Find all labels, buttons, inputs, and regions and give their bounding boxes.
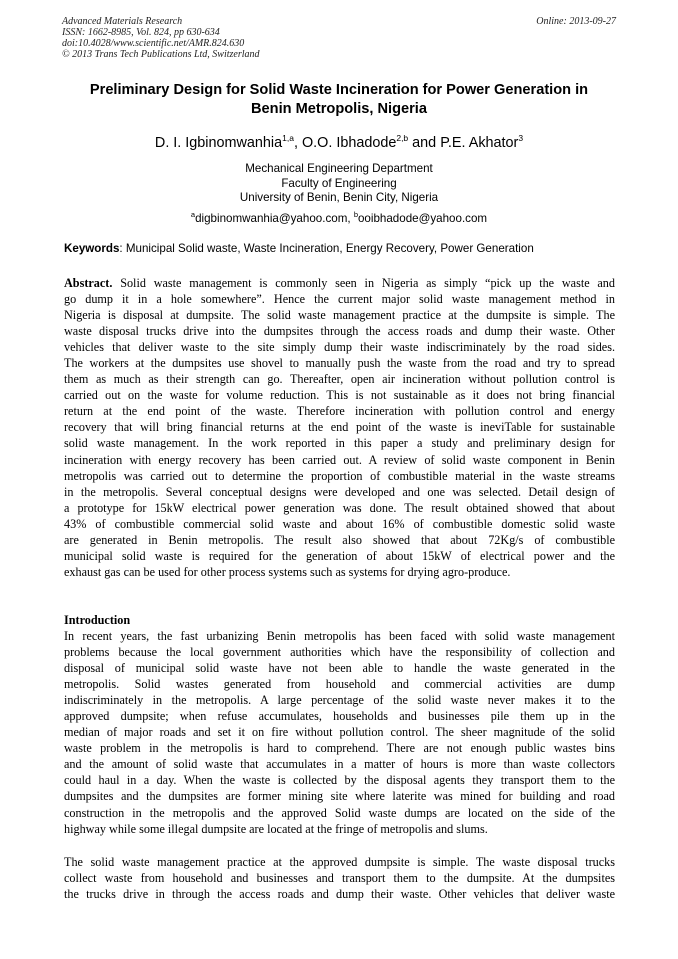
author-name: D. I. Igbinomwanhia (154, 135, 283, 151)
line-text: carried out on the waste for volume reduction. This is not sustainable as it does not bring financial (64, 388, 615, 403)
line-text: problems because the local government authorities which have the responsibility of collection and (64, 645, 615, 660)
text-line (64, 772, 615, 788)
author-separator: and (408, 135, 441, 151)
line-text: go dump it in a hole somewhere”. Hence the current major solid waste management method in (64, 292, 615, 307)
introduction-paragraph (64, 628, 615, 837)
text-line (64, 660, 615, 676)
text-line (64, 870, 615, 886)
title-line: Preliminary Design for Solid Waste Incineration for Power Generation in (89, 82, 589, 98)
keywords-label: Keywords (64, 242, 120, 255)
line-text: incineration with energy recovery has been carried out. A review of solid waste component in Benin (64, 452, 615, 467)
text-line (64, 500, 615, 516)
line-text: metropolis. Solid wastes generated from household and commercial activities are dump (64, 677, 615, 692)
journal-name: Advanced Materials Research (62, 16, 183, 27)
text-line (64, 821, 615, 837)
paper-title (40, 81, 638, 119)
line-text: the trucks drive in through the access roads and dump their waste. Other vehicles that deliver waste (64, 887, 615, 902)
abstract (64, 275, 615, 580)
text-line (64, 403, 615, 419)
copyright-line: © 2013 Trans Tech Publications Ltd, Switzerland (62, 49, 260, 60)
text-line (64, 628, 615, 644)
text-line (64, 724, 615, 740)
line-text: exhaust gas can be used for other process systems such as systems for drying agro-produce. (64, 564, 511, 579)
line-text: in the metropolis. Several conceptual designs were developed and one was selected. Detail design of (64, 484, 615, 499)
line-text: construction in the metropolis and the approved Solid waste dumps are located on the side of the (64, 805, 615, 820)
text-line (64, 740, 615, 756)
affiliation-faculty: Faculty of Engineering (281, 176, 397, 190)
text-line (64, 355, 615, 371)
email-line (40, 212, 638, 226)
line-text: are generated in Benin metropolis. The result also showed that about 72Kg/s of combustible (64, 532, 615, 547)
introduction-heading: Introduction (64, 613, 131, 627)
text-line (64, 275, 615, 291)
email-mark: a (190, 210, 196, 219)
author-affiliation-mark: 3 (518, 133, 524, 143)
author-list (40, 134, 638, 152)
line-text: indiscriminately in the metropolis. A large percentage of the solid waste never makes it to the (64, 693, 615, 708)
text-line (64, 435, 615, 451)
line-text: them as much as their strength can go. Thereafter, open air incineration without pollution control is (64, 372, 615, 387)
text-line (64, 532, 615, 548)
affiliation-department: Mechanical Engineering Department (245, 162, 433, 175)
line-text: solid waste management. In the work reported in this paper a study and preliminary design for (64, 436, 615, 451)
text-line (64, 708, 615, 724)
text-line (64, 452, 615, 468)
text-line (64, 854, 615, 870)
line-text: waste problem in the metropolis is hard to comprehend. There are not enough public wastes bins (64, 741, 615, 756)
line-text: recovery that will bring financial returns at the end point of the waste is ineviTable for sustainable (64, 420, 615, 435)
line-text: metropolis was carried out to determine the proportion of combustible material in the waste streams (64, 468, 615, 483)
author-name: O.O. Ibhadode (301, 135, 397, 151)
abstract-label: Abstract. (64, 276, 113, 290)
affiliation-block (40, 162, 638, 206)
line-text: return at the end point of the waste. Therefore incineration with pollution control and energy (64, 404, 615, 419)
text-line (64, 516, 615, 532)
text-line (64, 756, 615, 772)
introduction-paragraph (64, 854, 615, 902)
issn-line: ISSN: 1662-8985, Vol. 824, pp 630-634 (62, 27, 220, 38)
text-line (64, 387, 615, 403)
text-line (64, 548, 615, 564)
text-line (64, 788, 615, 804)
line-text: The workers at the dumpsites use shovel to manually push the waste from the road and try to spread (64, 356, 615, 371)
text-line (64, 692, 615, 708)
line-text: could haul in a day. When the waste is collected by the disposal agents they transport them to the (64, 773, 615, 788)
email-mark: b (353, 210, 358, 219)
text-line (64, 644, 615, 660)
text-line (64, 419, 615, 435)
text-line (64, 323, 615, 339)
affiliation-university: University of Benin, Benin City, Nigeria (239, 191, 439, 204)
email-separator: , (347, 212, 354, 225)
line-text: municipal solid waste is required for the generation of about 15kW of electrical power and the (64, 548, 615, 563)
line-text: a prototype for 15kW electrical power generation was done. The result obtained showed that about (64, 500, 615, 515)
text-line (64, 371, 615, 387)
text-line (64, 484, 615, 500)
author-name: P.E. Akhator (440, 135, 519, 151)
line-text: vehicles that deliver waste to the site simply dump their waste indiscriminately by the road sides. (64, 340, 615, 355)
line-text: Nigeria is disposal at dumpsite. The solid waste management practice at the dumpsite is simple. The (64, 308, 615, 323)
text-line (64, 468, 615, 484)
line-text: approved dumpsite; when refuse accumulates, households and businesses pile them up in the (64, 709, 615, 724)
line-text: The solid waste management practice at the approved dumpsite is simple. The waste disposal trucks (64, 855, 615, 869)
text-line (64, 339, 615, 355)
author-affiliation-mark: 1,a (282, 133, 294, 143)
line-text: 43% of combustible commercial solid waste and about 16% of combustible domestic solid waste (64, 516, 615, 531)
doi-line: doi:10.4028/www.scientific.net/AMR.824.630 (62, 38, 245, 49)
text-line (64, 291, 615, 307)
online-date: Online: 2013-09-27 (536, 16, 616, 27)
line-text: dumpsites and the dumpsites are former mining site where laterite was mined for building and road (64, 789, 615, 804)
author-separator: , (293, 135, 302, 151)
text-line (64, 564, 615, 580)
line-text: and the amount of solid waste that accumulates in a matter of hours is more than waste collectors (64, 757, 615, 772)
text-line (64, 307, 615, 323)
text-line (64, 805, 615, 821)
keywords-text: : Municipal Solid waste, Waste Incineration, Energy Recovery, Power Generation (119, 242, 534, 255)
text-line (64, 676, 615, 692)
line-text: collect waste from household and businesses and transport them to the dumpsite. At the dumpsites (64, 871, 615, 886)
line-text: In recent years, the fast urbanizing Benin metropolis has been faced with solid waste management (64, 629, 615, 643)
author-affiliation-mark: 2,b (396, 133, 409, 143)
journal-header (62, 16, 616, 60)
line-text: waste disposal trucks drive into the dumpsites through the access roads and dump their waste. Other (64, 324, 615, 339)
line-text: disposal of municipal solid waste have not been able to handle the waste generated in the (64, 661, 615, 676)
line-text: Solid waste management is commonly seen in Nigeria as simply “pick up the waste and (112, 276, 615, 290)
line-text: highway while some illegal dumpsite are located at the fringe of metropolis and slums. (64, 821, 488, 836)
title-line: Benin Metropolis, Nigeria (251, 101, 427, 117)
text-line (64, 886, 615, 902)
author-email[interactable]: ooibhadode@yahoo.com (357, 212, 488, 225)
author-email[interactable]: digbinomwanhia@yahoo.com (195, 212, 348, 225)
keywords-line (64, 242, 616, 256)
line-text: median of major roads and set it on fire without pollution control. The sheer magnitude of the solid (64, 725, 615, 740)
